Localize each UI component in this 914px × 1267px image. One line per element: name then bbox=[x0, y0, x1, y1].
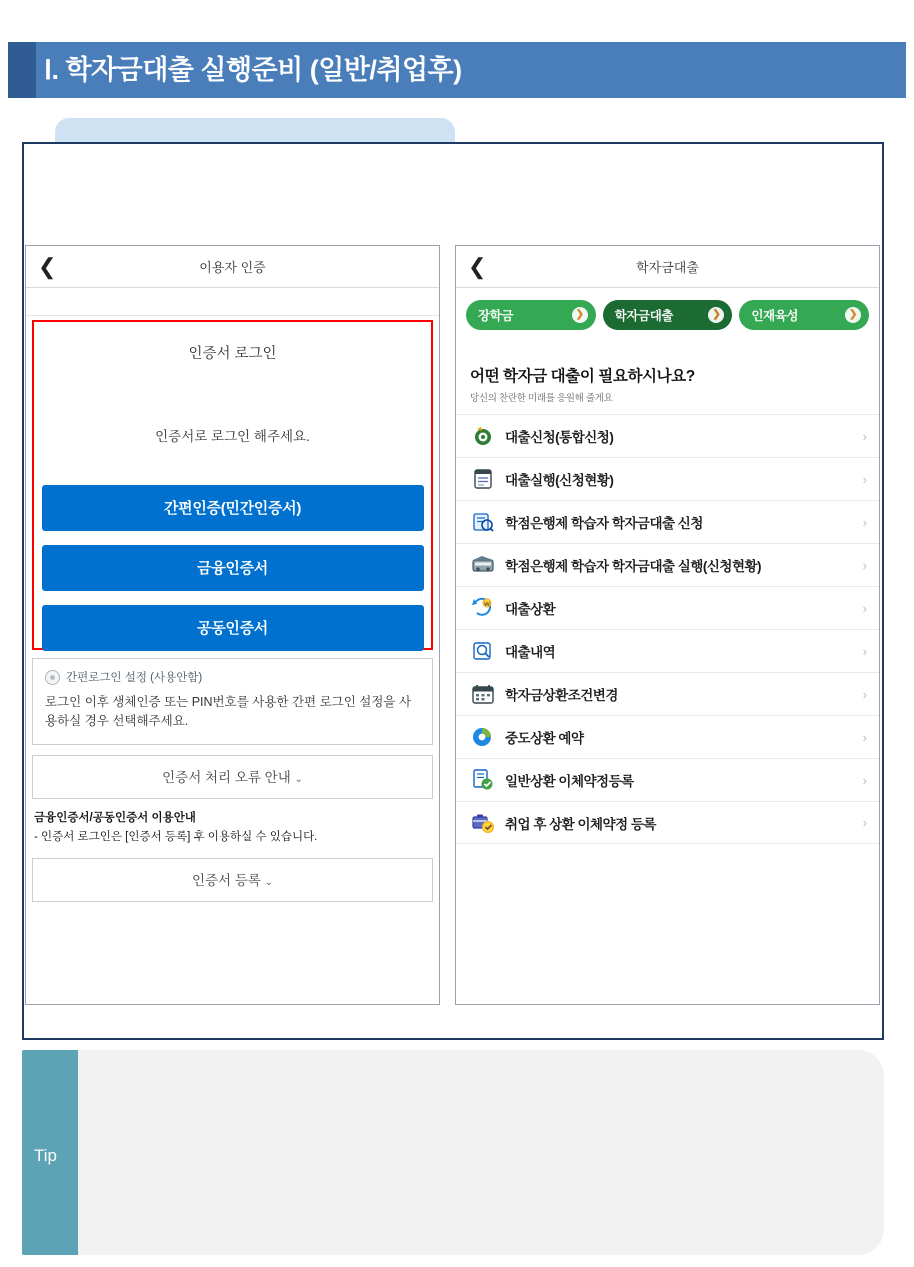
ask-title: 어떤 학자금 대출이 필요하시나요? bbox=[470, 368, 695, 385]
phone-screen-student-loan bbox=[455, 245, 880, 1005]
chevron-down-icon: ⌄ bbox=[264, 876, 274, 888]
cert-register-accordion[interactable] bbox=[32, 858, 433, 902]
page-title: Ⅰ. 학자금대출 실행준비 (일반/취업후) bbox=[44, 55, 462, 85]
left-subbar bbox=[26, 288, 439, 316]
menu-item-general-transfer-agreement-label: 일반상환 이체약정등록 bbox=[505, 774, 634, 789]
menu-item-repayment-label: 대출상환 bbox=[505, 602, 556, 617]
simple-login-row[interactable] bbox=[45, 669, 420, 685]
tip-body bbox=[22, 1050, 884, 1255]
cert-error-guide-label: 인증서 처리 오류 안내 bbox=[162, 769, 291, 785]
menu-item-loan-apply[interactable] bbox=[456, 414, 879, 457]
chevron-right-icon: › bbox=[862, 815, 867, 830]
chevron-right-icon: › bbox=[862, 729, 867, 745]
chevron-right-icon: › bbox=[862, 471, 867, 487]
header-accent-bar bbox=[8, 42, 36, 98]
svg-text:₩: ₩ bbox=[484, 602, 490, 608]
loan-menu-list bbox=[456, 414, 879, 844]
menu-item-early-repayment-reservation[interactable] bbox=[456, 715, 879, 758]
chevron-right-icon: › bbox=[862, 600, 867, 616]
loan-apply-icon bbox=[470, 423, 496, 449]
chevron-down-icon: ⌄ bbox=[294, 773, 303, 785]
menu-item-loan-execute-label: 대출실행(신청현황) bbox=[505, 473, 614, 488]
chevron-left-icon[interactable]: ❮ bbox=[38, 253, 57, 279]
pill-talent-development[interactable] bbox=[739, 300, 869, 330]
simple-login-label: 간편로그인 설정 (사용안함) bbox=[66, 672, 203, 684]
chevron-right-icon: › bbox=[862, 772, 867, 788]
menu-item-early-repayment-reservation-label: 중도상환 예약 bbox=[505, 731, 584, 746]
left-nav-title: 이용자 인증 bbox=[199, 260, 266, 275]
pill-student-loan-label: 학자금대출 bbox=[614, 309, 674, 323]
chevron-left-icon[interactable]: ❮ bbox=[468, 253, 487, 279]
simple-login-text: 로그인 이후 생체인증 또는 PIN번호를 사용한 간편 로그인 설정을 사용하실 경우 선택해주세요. bbox=[45, 695, 412, 729]
loan-execute-icon bbox=[470, 466, 496, 492]
chevron-right-icon: ❯ bbox=[572, 307, 588, 323]
highlight-box-cert-login bbox=[32, 320, 433, 650]
chevron-right-icon: › bbox=[862, 514, 867, 530]
cert-usage-note bbox=[34, 809, 431, 848]
menu-item-after-employment-transfer-agreement[interactable] bbox=[456, 801, 879, 844]
ask-subtitle: 당신의 찬란한 미래를 응원해 줄게요 bbox=[470, 393, 613, 404]
cert-login-description: 인증서로 로그인 해주세요. bbox=[155, 429, 310, 444]
right-nav-title: 학자금대출 bbox=[636, 260, 699, 275]
page-header bbox=[8, 42, 906, 98]
chevron-right-icon: › bbox=[862, 428, 867, 444]
chevron-right-icon: › bbox=[862, 643, 867, 659]
menu-item-repayment[interactable] bbox=[456, 586, 879, 629]
menu-item-credit-bank-execute[interactable] bbox=[456, 543, 879, 586]
after-employment-transfer-icon bbox=[470, 810, 496, 836]
calendar-icon bbox=[470, 681, 496, 707]
cert-register-label: 인증서 등록 bbox=[191, 872, 261, 888]
pill-talent-development-label: 인재육성 bbox=[751, 309, 799, 323]
menu-item-after-employment-transfer-agreement-label: 취업 후 상환 이체약정 등록 bbox=[505, 816, 656, 832]
cert-login-title: 인증서 로그인 bbox=[188, 346, 277, 362]
simple-auth-button[interactable]: 간편인증(민간인증서) bbox=[42, 485, 424, 531]
chevron-right-icon: ❯ bbox=[845, 307, 861, 323]
repayment-icon bbox=[470, 595, 496, 621]
early-repayment-icon bbox=[470, 724, 496, 750]
menu-item-loan-execute[interactable] bbox=[456, 457, 879, 500]
pill-scholarship-label: 장학금 bbox=[478, 309, 514, 323]
simple-login-setting-card[interactable] bbox=[32, 658, 433, 745]
menu-item-general-transfer-agreement[interactable] bbox=[456, 758, 879, 801]
chevron-right-icon: › bbox=[862, 557, 867, 573]
tip-section bbox=[22, 1050, 884, 1255]
left-nav-bar bbox=[26, 246, 439, 288]
cert-usage-note-line2: - 인증서 로그인은 [인증서 등록] 후 이용하실 수 있습니다. bbox=[34, 831, 318, 844]
pill-scholarship[interactable] bbox=[466, 300, 596, 330]
right-nav-bar bbox=[456, 246, 879, 288]
menu-item-credit-bank-apply[interactable] bbox=[456, 500, 879, 543]
category-pill-row bbox=[456, 288, 879, 330]
chevron-right-icon: ❯ bbox=[708, 307, 724, 323]
menu-item-repayment-condition-change-label: 학자금상환조건변경 bbox=[505, 688, 618, 703]
menu-item-credit-bank-execute-label: 학점은행제 학습자 학자금대출 실행(신청현황) bbox=[505, 559, 762, 574]
menu-item-credit-bank-apply-label: 학점은행제 학습자 학자금대출 신청 bbox=[505, 516, 703, 531]
radio-icon[interactable] bbox=[45, 670, 60, 685]
cert-usage-note-line1: 금융인증서/공동인증서 이용안내 bbox=[34, 811, 196, 824]
phone-screen-user-auth bbox=[25, 245, 440, 1005]
cert-error-guide-accordion[interactable] bbox=[32, 755, 433, 799]
menu-item-loan-apply-label: 대출신청(통합신청) bbox=[505, 430, 614, 445]
loan-history-icon bbox=[470, 638, 496, 664]
general-transfer-icon bbox=[470, 767, 496, 793]
menu-item-repayment-condition-change[interactable] bbox=[456, 672, 879, 715]
pill-student-loan[interactable] bbox=[603, 300, 733, 330]
financial-cert-button[interactable]: 금융인증서 bbox=[42, 545, 424, 591]
credit-bank-execute-icon bbox=[470, 552, 496, 578]
joint-cert-button[interactable]: 공동인증서 bbox=[42, 605, 424, 651]
tip-label: Tip bbox=[34, 1146, 57, 1165]
menu-item-loan-history[interactable] bbox=[456, 629, 879, 672]
menu-item-loan-history-label: 대출내역 bbox=[505, 645, 556, 660]
chevron-right-icon: › bbox=[862, 686, 867, 702]
credit-bank-apply-icon bbox=[470, 509, 496, 535]
